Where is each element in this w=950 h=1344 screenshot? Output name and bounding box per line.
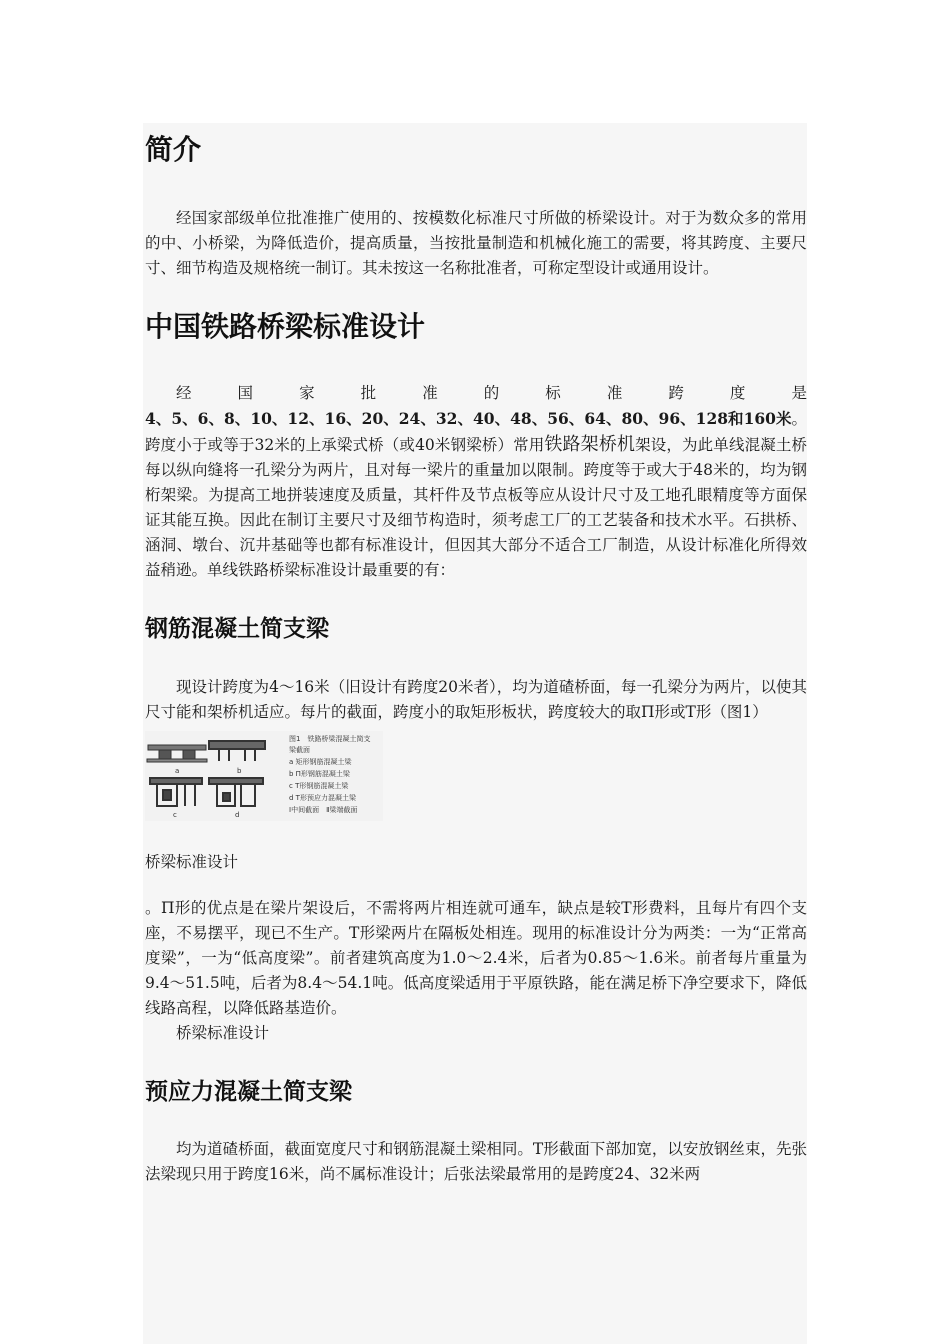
- paragraph-prestressed-beam: 均为道碴桥面，截面宽度尺寸和钢筋混凝土梁相同。T形截面下部加宽，以安放钢丝束，先张法梁现只用于跨度16米，尚不属标准设计；后张法梁最常用的是跨度24、32米两: [145, 1140, 807, 1183]
- label-c: c: [173, 811, 177, 819]
- label-d: d: [235, 811, 240, 819]
- china-text-1: 。跨度小于或等于32米的上承梁式桥（或40米钢梁桥）常用: [145, 410, 807, 454]
- figure-caption-2: 桥梁标准设计: [176, 1024, 270, 1042]
- legend-line: d T形预应力混凝土梁: [289, 794, 356, 802]
- beam-sections-diagram: [145, 731, 383, 821]
- legend-line: 图1 铁路桥梁混凝土简支: [289, 735, 371, 743]
- heading-prestressed-beam: 预应力混凝土简支梁: [145, 1079, 352, 1105]
- section-c-icon: [150, 778, 202, 806]
- paragraph-rc-beam-2: 。Π形的优点是在梁片架设后，不需将两片相连就可通车，缺点是较T形费料，且每片有四个支座，不易摆平，现已不生产。T形梁两片在隔板处相连。现用的标准设计分为两类：一为“正常高度梁”，一为“低高度梁”。前者建筑高度为1.0～2.4米，后者为0.85～1.6米。前者每片重量为9.4～51.5吨，后者为8.4～54.1吨。低高度梁适用于平原铁路，能在满足桥下净空要求下，降低线路高程，以降低路基造价。: [145, 899, 807, 1017]
- bridge-erecting-machine-term: 铁路架桥机: [544, 434, 636, 455]
- legend-line: a 矩形钢筋混凝土梁: [289, 758, 352, 766]
- paragraph-china-line1: 经国家批准的标准跨度是: [176, 384, 807, 402]
- legend-line: 梁截面: [289, 746, 310, 754]
- heading-intro: 简介: [145, 133, 202, 166]
- legend-line: c T形钢筋混凝土梁: [289, 782, 349, 790]
- standard-spans: 4、5、6、8、10、12、16、20、24、32、40、48、56、64、80、96、128和160米: [145, 409, 792, 428]
- heading-china-railway: 中国铁路桥梁标准设计: [145, 310, 426, 343]
- label-a: a: [175, 767, 180, 775]
- section-b-icon: [209, 741, 265, 761]
- figure-caption: 桥梁标准设计: [145, 853, 239, 871]
- china-text-2: 架设，为此单线混凝土桥每以纵向缝将一孔梁分为两片，且对每一梁片的重量加以限制。跨度等于或大于48米的，均为钢桁架梁。为提高工地拼装速度及质量，其杆件及节点板等应从设计尺寸及工地孔眼精度等方面保证其能互换。因此在制订主要尺寸及细节构造时，须考虑工厂的工艺装备和技术水平。石拱桥、涵洞、墩台、沉井基础等也都有标准设计，但因其大部分不适合工厂制造，从设计标准化所得效益稍逊。单线铁路桥梁标准设计最重要的有：: [145, 436, 807, 579]
- section-a-icon: [147, 745, 207, 762]
- paragraph-rc-beam: 现设计跨度为4～16米（旧设计有跨度20米者），均为道碴桥面，每一孔梁分为两片，以使其尺寸能和架桥机适应。每片的截面，跨度小的取矩形板状，跨度较大的取Π形或T形（图1）: [145, 678, 807, 721]
- legend-line: Ⅰ中间截面 Ⅱ梁端截面: [289, 806, 358, 814]
- label-b: b: [237, 767, 242, 775]
- section-d-icon: [209, 778, 263, 806]
- heading-rc-beam: 钢筋混凝土简支梁: [145, 616, 329, 642]
- paragraph-china-body: [145, 406, 807, 583]
- figure-1-beam-sections: [145, 731, 383, 821]
- legend-line: b Π形钢筋混凝土梁: [289, 770, 350, 778]
- figure-legend: [289, 734, 370, 814]
- paragraph-intro: 经国家部级单位批准推广使用的、按模数化标准尺寸所做的桥梁设计。对于为数众多的常用的中、小桥梁，为降低造价，提高质量，当按批量制造和机械化施工的需要，将其跨度、主要尺寸、细节构造及规格统一制订。其未按这一名称批准者，可称定型设计或通用设计。: [145, 209, 807, 277]
- document-body: [145, 123, 807, 1187]
